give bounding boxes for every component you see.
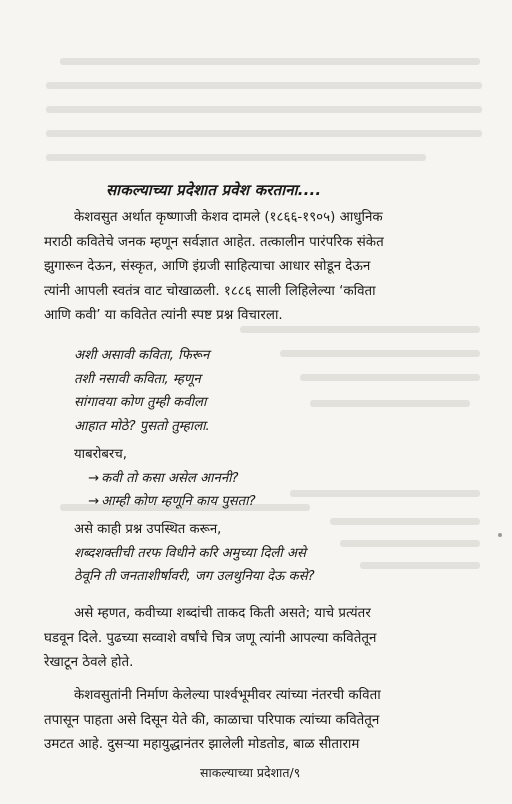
- arrow-quote-line: [74, 490, 256, 514]
- paragraph-line: मराठी कवितेचे जनक म्हणून सर्वज्ञात आहेत. तत्कालीन पारंपरिक संकेत: [44, 234, 384, 250]
- yabarobar-text: याबरोबरच,: [74, 447, 127, 462]
- poem-line: अशी असावी कविता, फिरून: [74, 348, 210, 363]
- paragraph-line: उमटत आहे. दुसऱ्या महायुद्धानंतर झालेली मोडतोड, बाळ सीताराम: [44, 737, 360, 752]
- intro-paragraph: [44, 206, 484, 329]
- poem-line: शब्दशक्तीची तरफ विधीने करि अमुच्या दिली असे: [74, 545, 306, 561]
- closing-paragraph: [44, 602, 484, 676]
- paragraph-line: झुगारून देऊन, संस्कृत, आणि इंग्रजी साहित्याचा आधार सोडून देऊन: [44, 259, 371, 274]
- poem-quote-2: [74, 518, 315, 589]
- paragraph-line: रेखाटून ठेवले होते.: [44, 655, 134, 670]
- page-footer: साकल्याच्या प्रदेशात/९: [200, 765, 301, 780]
- paragraph-line: आणि कवी’ या कवितेत त्यांनी स्पष्ट प्रश्न विचारला.: [44, 308, 283, 323]
- section-heading: साकल्याच्या प्रदेशात प्रवेश करताना....: [106, 181, 322, 199]
- poem-quote-1: [74, 344, 210, 438]
- continuation-paragraph: [44, 684, 484, 758]
- paragraph-line: तपासून पाहता असे दिसून येते की, काळाचा परिपाक त्यांच्या कवितेतून: [44, 712, 380, 728]
- poem-line: ठेवूनि ती जनताशीर्षावरी, जग उलथुनिया देऊ कसे?: [74, 569, 315, 585]
- poem-line: आहात मोठे? पुसतो तुम्हाला.: [74, 418, 210, 434]
- paragraph-line: असे म्हणत, कवीच्या शब्दांची ताकद किती असते; याचे प्रत्यंतर: [74, 606, 371, 621]
- paragraph-line: केशवसुत अर्थात कृष्णाजी केशव दामले (१८६६-१९०५) आधुनिक: [74, 210, 383, 225]
- paragraph-line: त्यांनी आपली स्वतंत्र वाट चोखाळली. १८८६ साली लिहिलेल्या ‘कविता: [44, 283, 376, 299]
- arrow-quote-text: कवी तो कसा असेल आननी?: [101, 470, 239, 486]
- paragraph-line: केशवसुतांनी निर्माण केलेल्या पार्श्वभूमीवर त्यांच्या नंतरची कविता: [74, 688, 381, 703]
- poem-line: तशी नसावी कविता, म्हणून: [74, 371, 201, 387]
- poem-line: असे काही प्रश्न उपस्थित करून,: [74, 522, 222, 537]
- arrow-icon: →: [88, 494, 100, 510]
- arrow-quotes: [74, 443, 256, 514]
- arrow-quote-text: आम्ही कोण म्हणूनि काय पुसता?: [101, 494, 256, 510]
- paper-speck: [498, 533, 502, 537]
- arrow-icon: →: [88, 470, 100, 486]
- arrow-quote-line: [74, 467, 256, 491]
- paragraph-line: घडवून दिले. पुढच्या सव्वाशे वर्षांचे चित्र जणू त्यांनी आपल्या कवितेतून: [44, 630, 377, 646]
- poem-line: सांगावया कोण तुम्ही कवीला: [74, 395, 207, 411]
